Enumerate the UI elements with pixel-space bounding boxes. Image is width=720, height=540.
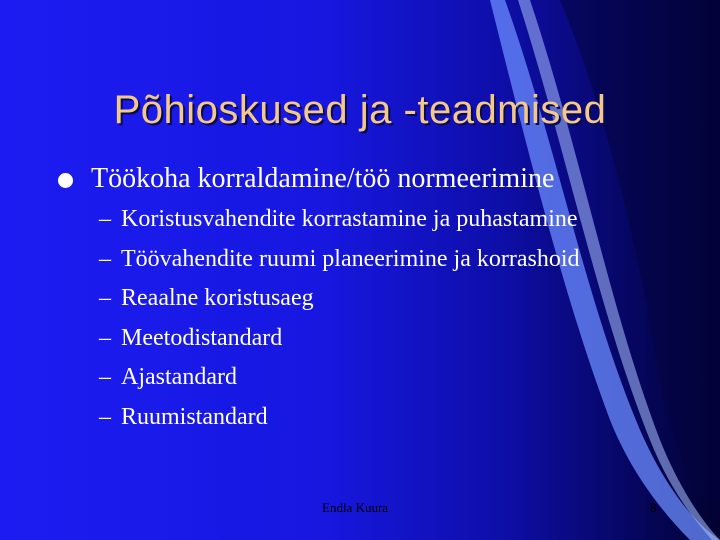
main-bullet [58, 163, 554, 195]
sub-bullet-item [99, 402, 580, 442]
footer-author: Endla Kuura [322, 500, 389, 515]
sub-bullet-item [99, 204, 580, 244]
sub-bullet-text: Ajastandard [121, 364, 237, 390]
sub-bullet-item [99, 362, 580, 402]
bullet-dot-icon [58, 173, 73, 188]
dash-icon: – [99, 364, 111, 390]
sub-bullet-item [99, 283, 580, 323]
sub-bullet-text: Töövahendite ruumi planeerimine ja korrashoid [121, 245, 580, 272]
dash-icon: – [99, 206, 111, 232]
slide-title: Põhioskused ja -teadmised [113, 88, 607, 132]
sub-bullet-text: Meetodistandard [121, 324, 283, 351]
sub-bullet-item [99, 244, 580, 284]
dash-icon: – [99, 245, 111, 272]
sub-bullet-text: Koristusvahendite korrastamine ja puhastamine [121, 206, 578, 232]
dash-icon: – [99, 285, 111, 311]
dash-icon: – [99, 324, 111, 351]
sub-bullet-list [99, 204, 580, 441]
sub-bullet-text: Reaalne koristusaeg [121, 285, 314, 311]
sub-bullet-item [99, 323, 580, 363]
page-number: 8 [650, 500, 657, 515]
main-bullet-text: Töökoha korraldamine/töö normeerimine [91, 163, 555, 194]
dash-icon: – [99, 403, 111, 430]
sub-bullet-text: Ruumistandard [121, 403, 268, 430]
